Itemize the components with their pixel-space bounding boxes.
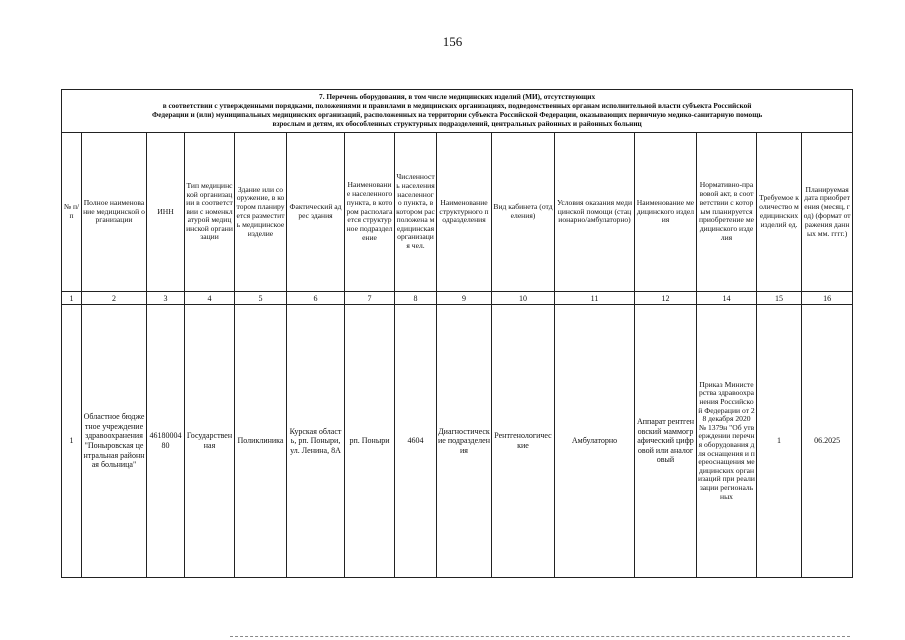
column-number: 15 [757,292,802,305]
column-number: 14 [697,292,757,305]
column-number: 9 [437,292,492,305]
col-header-building: Здание или сооружение, в котором планируется разместить медицинское изделие [235,133,287,292]
cell-num: 1 [62,305,82,578]
cell-subdivision: Диагностические подразделения [437,305,492,578]
cell-quantity: 1 [757,305,802,578]
col-header-date: Планируемая дата приобретения (месяц, год) (формат отражения данных мм. гггг.) [802,133,853,292]
column-number: 3 [147,292,185,305]
col-header-conditions: Условия оказания медицинской помощи (стационарно/амбулаторно) [555,133,635,292]
column-number: 1 [62,292,82,305]
cell-cabinet: Рентгенологические [492,305,555,578]
page-number: 156 [442,34,463,49]
col-header-population: Численность населения населенного пункта, в котором расположена медицинская организация чел. [395,133,437,292]
title-line: взрослым и детям, их обособленных структурных подразделений, центральных районных и районных больниц [272,118,642,128]
col-header-inn: ИНН [147,133,185,292]
cell-org-name: Областное бюджетное учреждение здравоохранения "Поныровская центральная районная больница" [82,305,147,578]
col-header-settlement: Наименование населенного пункта, в котором располагается структурное подразделение [345,133,395,292]
scan-edge-line [230,636,850,637]
col-header-legal-act: Нормативно-правовой акт, в соответствии с которым планируется приобретение медицинского изделия [697,133,757,292]
col-header-address: Фактический адрес здания [287,133,345,292]
equipment-table [61,89,853,578]
col-header-device: Наименование медицинского изделия [635,133,697,292]
title-row [62,90,853,133]
col-header-num: № п/п [62,133,82,292]
title-line: 7. Перечень оборудования, в том числе медицинских изделий (МИ), отсутствующих [319,92,596,102]
column-number: 12 [635,292,697,305]
column-number: 5 [235,292,287,305]
column-number: 11 [555,292,635,305]
title-line: в соответствии с утвержденными порядками, положениями и правилами в медицинских организациях, подведомственных органам исполнительной власти субъекта Российской [162,101,752,111]
cell-date: 06.2025 [802,305,853,578]
title-line: Федерации и (или) муниципальных медицинских организаций, расположенных на территории субъекта Российской Федерации, оказывающих первичную медико-санитарную помощь [152,110,763,119]
cell-conditions: Амбулаторно [555,305,635,578]
column-number: 2 [82,292,147,305]
cell-device: Аппарат рентгеновский маммографический цифровой или аналоговый [635,305,697,578]
cell-address: Курская область, рп. Поныри, ул. Ленина, 8А [287,305,345,578]
column-number: 8 [395,292,437,305]
col-header-subdivision: Наименование структурного подразделения [437,133,492,292]
column-number: 16 [802,292,853,305]
table-title [62,90,853,133]
col-header-org-type: Тип медицинской организации в соответствии с номенклатурой медицинской организации [185,133,235,292]
col-header-quantity: Требуемое количество медицинских изделий ед. [757,133,802,292]
cell-org-type: Государственная [185,305,235,578]
table-row [62,305,853,578]
cell-building: Поликлиника [235,305,287,578]
cell-inn: 4618000480 [147,305,185,578]
col-header-cabinet: Вид кабинета (отделения) [492,133,555,292]
column-number: 6 [287,292,345,305]
column-number: 10 [492,292,555,305]
column-number-row [62,292,853,305]
col-header-org-name: Полное наименование медицинской организации [82,133,147,292]
header-row [62,133,853,292]
column-number: 4 [185,292,235,305]
column-number: 7 [345,292,395,305]
cell-population: 4604 [395,305,437,578]
cell-settlement: рп. Поныри [345,305,395,578]
cell-legal-act: Приказ Министерства здравоохранения Российской Федерации от 28 декабря 2020 № 1379н "Об утверждении перечня оборудования для оснащения и переоснащения медицинских организаций при реализации региональных [697,305,757,578]
